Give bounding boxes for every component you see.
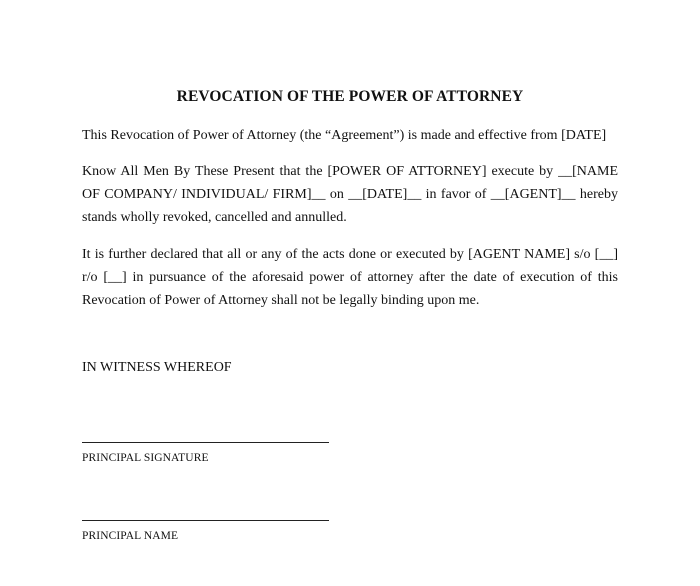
document-title: REVOCATION OF THE POWER OF ATTORNEY xyxy=(176,88,524,105)
signature-line xyxy=(82,442,329,443)
name-label: PRINCIPAL NAME xyxy=(82,530,179,542)
intro-paragraph: This Revocation of Power of Attorney (the “Agreement”) is made and effective from [DATE] xyxy=(82,128,607,143)
signature-label: PRINCIPAL SIGNATURE xyxy=(82,452,209,464)
name-line xyxy=(82,520,329,521)
witness-heading: IN WITNESS WHEREOF xyxy=(82,360,232,375)
declaration-paragraph: It is further declared that all or any of the acts done or executed by [AGENT NAME] s/o [__] r/o [__] in pursuance of the aforesaid power of attorney after the date of execution of this Revocation of Power of Attorney shall not be legally binding upon me. xyxy=(82,247,618,308)
revocation-paragraph: Know All Men By These Present that the [POWER OF ATTORNEY] execute by __[NAME OF COMPANY/ INDIVIDUAL/ FIRM]__ on __[DATE]__ in favor of __[AGENT]__ hereby stands wholly revoked, cancelled and annulled. xyxy=(82,164,618,225)
